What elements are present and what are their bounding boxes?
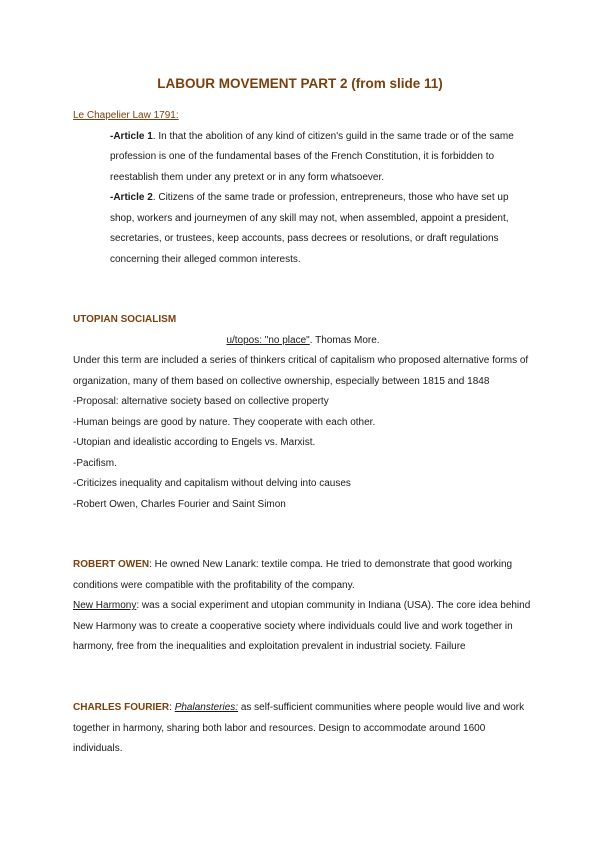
article-1-label: -Article 1 bbox=[110, 130, 153, 142]
article-2 bbox=[73, 188, 533, 270]
list-item: -Criticizes inequality and capitalism without delving into causes bbox=[73, 478, 351, 489]
page-title: LABOUR MOVEMENT PART 2 (from slide 11) bbox=[157, 76, 443, 91]
article-2-label: -Article 2 bbox=[110, 192, 153, 203]
fourier-name: CHARLES FOURIER bbox=[73, 702, 170, 713]
article-1 bbox=[73, 127, 533, 189]
fourier-section bbox=[73, 698, 533, 760]
list-item: -Pacifism. bbox=[73, 457, 117, 469]
owen-text: : He owned New Lanark: textile compa. He tried to demonstrate that good working conditions were compatible with the profitability of the company. bbox=[73, 559, 513, 591]
article-2-text: . Citizens of the same trade or profession, entrepreneurs, those who have set up shop, workers and journeymen of any skill may not, when assembled, appoint a president, secretaries, or trustees, keep accounts, pass decrees or resolutions, or draft regulations concerning their alleged common interests. bbox=[110, 192, 509, 265]
list-item: -Utopian and idealistic according to Engels vs. Marxist. bbox=[73, 437, 316, 448]
list-item: -Human beings are good by nature. They cooperate with each other. bbox=[73, 416, 376, 428]
owen-name: ROBERT OWEN bbox=[73, 559, 150, 570]
new-harmony-label: New Harmony bbox=[73, 600, 137, 611]
list-item: -Robert Owen, Charles Fourier and Saint Simon bbox=[73, 498, 286, 510]
phalansteries-term: Phalansteries: bbox=[174, 702, 239, 713]
utopian-section bbox=[73, 310, 533, 515]
chapelier-section bbox=[73, 106, 533, 270]
utopian-etymology bbox=[73, 331, 533, 352]
list-item: -Proposal: alternative society based on collective property bbox=[73, 396, 329, 407]
fourier-colon: : bbox=[169, 702, 175, 713]
etymology-term: u/topos: "no place" bbox=[226, 334, 310, 346]
article-1-text: . In that the abolition of any kind of citizen's guild in the same trade or of the same profession is one of the fundamental bases of the French Constitution, it is forbidden to reestablish them under any pretext or in any form whatsoever. bbox=[110, 130, 514, 183]
utopian-intro: Under this term are included a series of thinkers critical of capitalism who proposed alternative forms of organization, many of them based on collective ownership, especially between 1815 and 1848 bbox=[73, 355, 529, 387]
fourier-text: as self-sufficient communities where people would live and work together in harmony, sharing both labor and resources. Design to accommodate around 1600 individuals. bbox=[73, 702, 525, 754]
chapelier-heading: Le Chapelier Law 1791: bbox=[73, 110, 179, 121]
owen-section bbox=[73, 555, 533, 658]
etymology-tail: . Thomas More. bbox=[309, 334, 380, 346]
utopian-heading: UTOPIAN SOCIALISM bbox=[73, 314, 177, 325]
new-harmony-text: : was a social experiment and utopian community in Indiana (USA). The core idea behind New Harmony was to create a cooperative society where individuals could live and work together in harmony, free from the inequalities and exploitation prevalent in industrial society. Failure bbox=[73, 600, 531, 652]
